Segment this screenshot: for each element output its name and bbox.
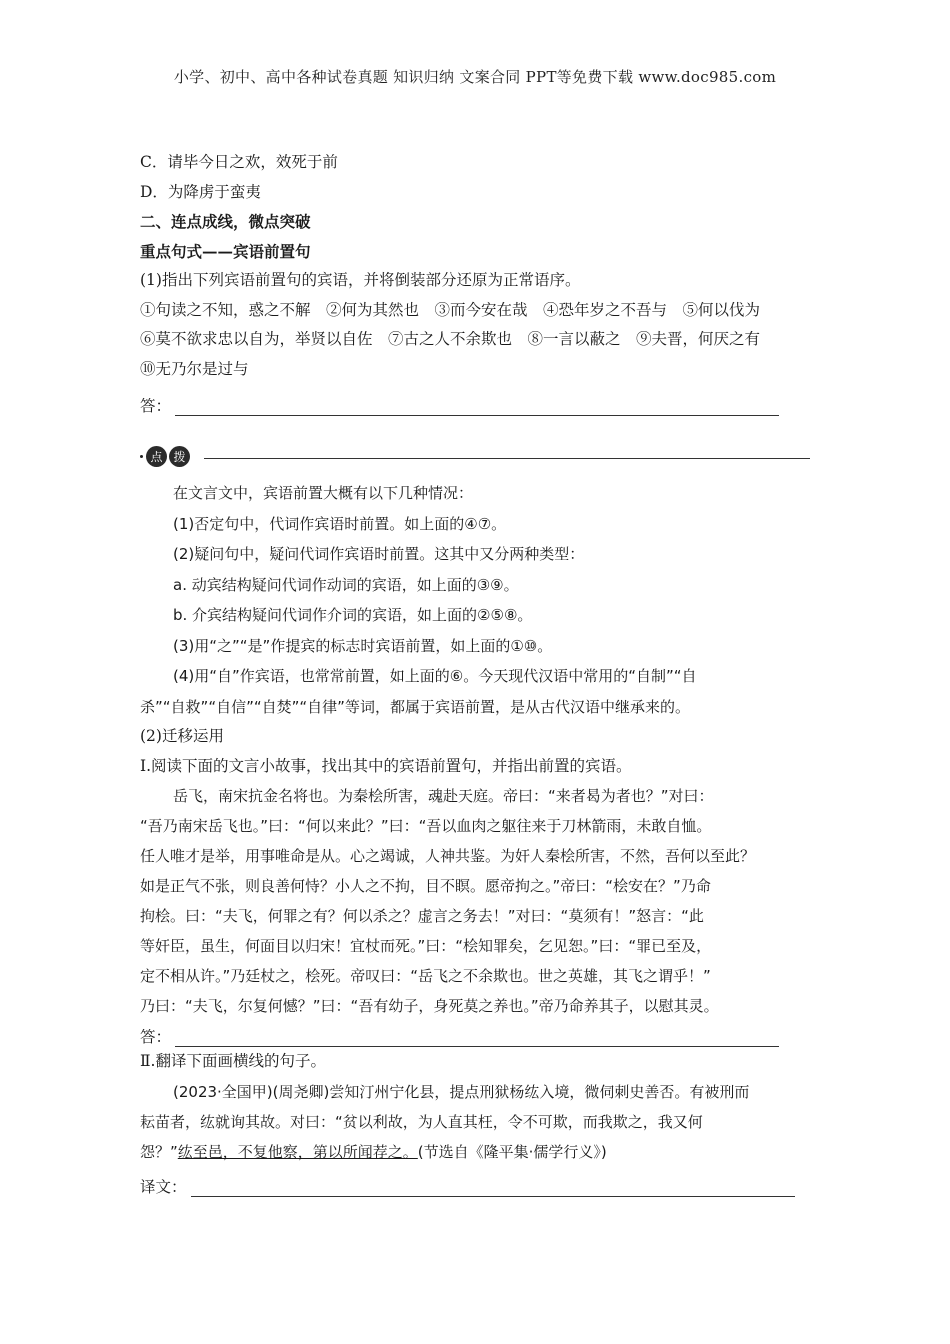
tip-divider (204, 458, 810, 459)
passage-line: 耘苗者，纮就询其故。对曰：“贫以利故，为人直其枉，令不可欺，而我欺之，我又何 (140, 1112, 703, 1131)
passage-line (140, 1137, 820, 1167)
answer-row-2[interactable] (140, 1021, 820, 1047)
tip-line: (4)用“自”作宾语，也常常前置，如上面的⑥。今天现代汉语中常用的“自制”“自 (173, 667, 697, 685)
answer-row-1[interactable] (140, 384, 820, 416)
section-subtitle: 重点句式——宾语前置句 (140, 241, 311, 261)
translation-line[interactable] (191, 1180, 795, 1197)
story-passage (140, 781, 820, 1021)
tip-line: (2)疑问句中，疑问代词作宾语时前置。这其中又分两种类型： (173, 545, 585, 563)
story-line: 如是正气不张，则良善何恃？小人之不拘，目不瞑。愿帝拘之。”帝曰：“桧安在？”乃命 (140, 877, 711, 895)
section-title: 二、连点成线，微点突破 (140, 212, 311, 231)
story-line: 拘桧。曰：“夫飞，何罪之有？何以杀之？虚言之务去！”对曰：“莫须有！”怒言：“此 (140, 907, 704, 925)
passage-source: (节选自《隆平集·儒学行义》) (417, 1142, 607, 1161)
transfer-title: (2)迁移运用 (140, 727, 224, 745)
tip-line: a. 动宾结构疑问代词作动词的宾语，如上面的③⑨。 (173, 575, 519, 594)
part1-title: Ⅰ.阅读下面的文言小故事，找出其中的宾语前置句，并指出前置的宾语。 (140, 756, 632, 775)
answer-line[interactable] (175, 1030, 779, 1047)
option-d: D．为降虏于蛮夷 (140, 182, 261, 201)
part2-title: Ⅱ.翻译下面画横线的句子。 (140, 1052, 326, 1070)
tip-body (140, 478, 820, 722)
tip-line: (1)否定句中，代词作宾语时前置。如上面的④⑦。 (173, 514, 507, 533)
question-item-row: ⑩无乃尔是过与 (140, 359, 249, 378)
story-line: 任人唯才是举，用事唯命是从。心之竭诚，人神共鉴。为奸人秦桧所害，不然，吾何以至此？ (140, 847, 756, 865)
tip-line: 杀”“自救”“自信”“自焚”“自律”等词，都属于宾语前置，是从古代汉语中继承来的。 (140, 697, 690, 716)
passage-text: 怨？” (140, 1142, 178, 1161)
story-line: 岳飞，南宋抗金名将也。为秦桧所害，魂赴天庭。帝曰：“来者曷为者也？”对曰： (173, 787, 714, 805)
option-c: C．请毕今日之欢，效死于前 (140, 153, 338, 171)
page-header: 小学、初中、高中各种试卷真题 知识归纳 文案合同 PPT等免费下载 www.doc985.com (173, 68, 777, 86)
bullet-dot-icon (140, 455, 143, 458)
page-content (140, 148, 820, 1197)
story-line: 定不相从许。”乃廷杖之，桧死。帝叹曰：“岳飞之不余欺也。世之英雄，其飞之谓乎！” (140, 967, 711, 985)
tip-line: (3)用“之”“是”作提宾的标志时宾语前置，如上面的①⑩。 (173, 636, 553, 655)
answer-label: 答： (140, 1028, 172, 1046)
tip-badge-char: 点 (146, 446, 167, 467)
story-line: “吾乃南宋岳飞也。”曰：“何以来此？”曰：“吾以血肉之躯往来于刀林箭雨，未敢自恤。 (140, 817, 712, 835)
tip-badge-char: 拨 (169, 446, 190, 467)
tip-line: 在文言文中，宾语前置大概有以下几种情况： (173, 484, 474, 502)
answer-line[interactable] (175, 399, 779, 416)
question-item-row: ⑥莫不欲求忠以自为，举贤以自佐 ⑦古之人不余欺也 ⑧一言以蔽之 ⑨夫晋，何厌之有 (140, 330, 761, 348)
translation-passage (140, 1077, 820, 1167)
question-item-row: ①句读之不知，惑之不解 ②何为其然也 ③而今安在哉 ④恐年岁之不吾与 ⑤何以伐为 (140, 300, 761, 319)
answer-label: 答： (140, 397, 172, 415)
underlined-sentence: 纮至邑，不复他察，第以所闻荐之。 (177, 1142, 418, 1161)
story-line: 等奸臣，虽生，何面目以归宋！宜杖而死。”曰：“桧知罪矣，乞见恕。”曰：“罪已至及， (140, 937, 712, 955)
question-1: (1)指出下列宾语前置句的宾语，并将倒装部分还原为正常语序。 (140, 271, 581, 289)
tip-header (140, 438, 820, 478)
tip-badge (140, 446, 192, 467)
passage-line: (2023·全国甲)(周尧卿)尝知汀州宁化县，提点刑狱杨纮入境，微伺刺史善否。有被刑而 (173, 1082, 750, 1101)
translation-row[interactable] (140, 1167, 820, 1197)
story-line: 乃曰：“夫飞，尔复何憾？”曰：“吾有幼子，身死莫之养也。”帝乃命养其子，以慰其灵。 (140, 997, 719, 1015)
tip-line: b. 介宾结构疑问代词作介词的宾语，如上面的②⑤⑧。 (173, 606, 533, 624)
translation-label: 译文： (140, 1177, 187, 1196)
